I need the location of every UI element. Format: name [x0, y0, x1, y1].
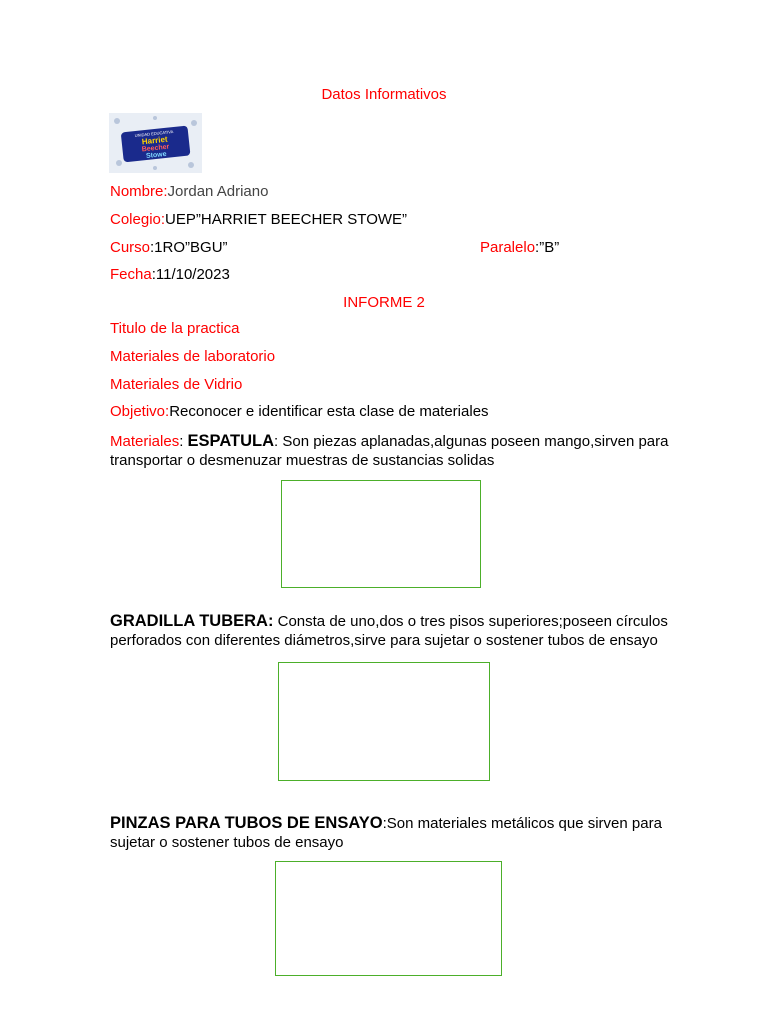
gradilla-text: Consta de uno,dos o tres pisos superiores;poseen círculos perforados con diferentes diámetros,sirve para sujetar o sostener tubos de ensayo [110, 613, 668, 649]
materiales-laboratorio: Materiales de laboratorio [110, 348, 276, 365]
espatula-image-placeholder [281, 480, 481, 588]
materiales-label: Materiales [110, 433, 180, 450]
objetivo-value: Reconocer e identificar esta clase de materiales [169, 403, 489, 420]
svg-text:Beecher: Beecher [141, 143, 170, 154]
fecha-line [110, 266, 230, 283]
espatula-paragraph [110, 432, 670, 470]
colegio-value: UEP”HARRIET BEECHER STOWE” [165, 211, 408, 228]
school-logo [109, 113, 202, 173]
nombre-value: Jordan Adriano [167, 183, 269, 200]
materiales-colon: : [179, 433, 188, 450]
gradilla-title: GRADILLA TUBERA: [110, 612, 274, 630]
nombre-line [110, 183, 268, 200]
gradilla-image-placeholder [278, 662, 490, 781]
page-title: Datos Informativos [321, 86, 447, 103]
objetivo-label: Objetivo: [110, 403, 170, 420]
svg-text:Harriet: Harriet [141, 134, 169, 147]
espatula-title: ESPATULA [187, 432, 275, 450]
fecha-value: :11/10/2023 [151, 266, 230, 283]
pinzas-title: PINZAS PARA TUBOS DE ENSAYO [110, 814, 383, 832]
paralelo-label: Paralelo [480, 239, 536, 256]
curso-value: :1RO”BGU” [150, 239, 228, 256]
pinzas-paragraph [110, 814, 670, 852]
curso-label: Curso [110, 239, 151, 256]
fecha-label: Fecha [110, 266, 152, 283]
objetivo-line [110, 403, 489, 420]
svg-text:UNIDAD EDUCATIVA: UNIDAD EDUCATIVA [134, 129, 174, 139]
report-title: INFORME 2 [343, 294, 425, 311]
materiales-vidrio: Materiales de Vidrio [110, 376, 243, 393]
espatula-text: : Son piezas aplanadas,algunas poseen mango,sirven para transportar o desmenuzar muestras de sustancias solidas [110, 433, 669, 469]
titulo-practica: Titulo de la practica [110, 320, 240, 337]
pinzas-image-placeholder [275, 861, 502, 976]
pinzas-text: :Son materiales metálicos que sirven para sujetar o sostener tubos de ensayo [110, 815, 662, 851]
svg-text:Stowe: Stowe [145, 150, 167, 160]
paralelo-line [480, 239, 559, 256]
paralelo-value: :”B” [535, 239, 560, 256]
colegio-line [110, 211, 407, 228]
nombre-label: Nombre: [110, 183, 168, 200]
curso-line [110, 239, 228, 256]
gradilla-paragraph [110, 612, 670, 650]
colegio-label: Colegio: [110, 211, 166, 228]
